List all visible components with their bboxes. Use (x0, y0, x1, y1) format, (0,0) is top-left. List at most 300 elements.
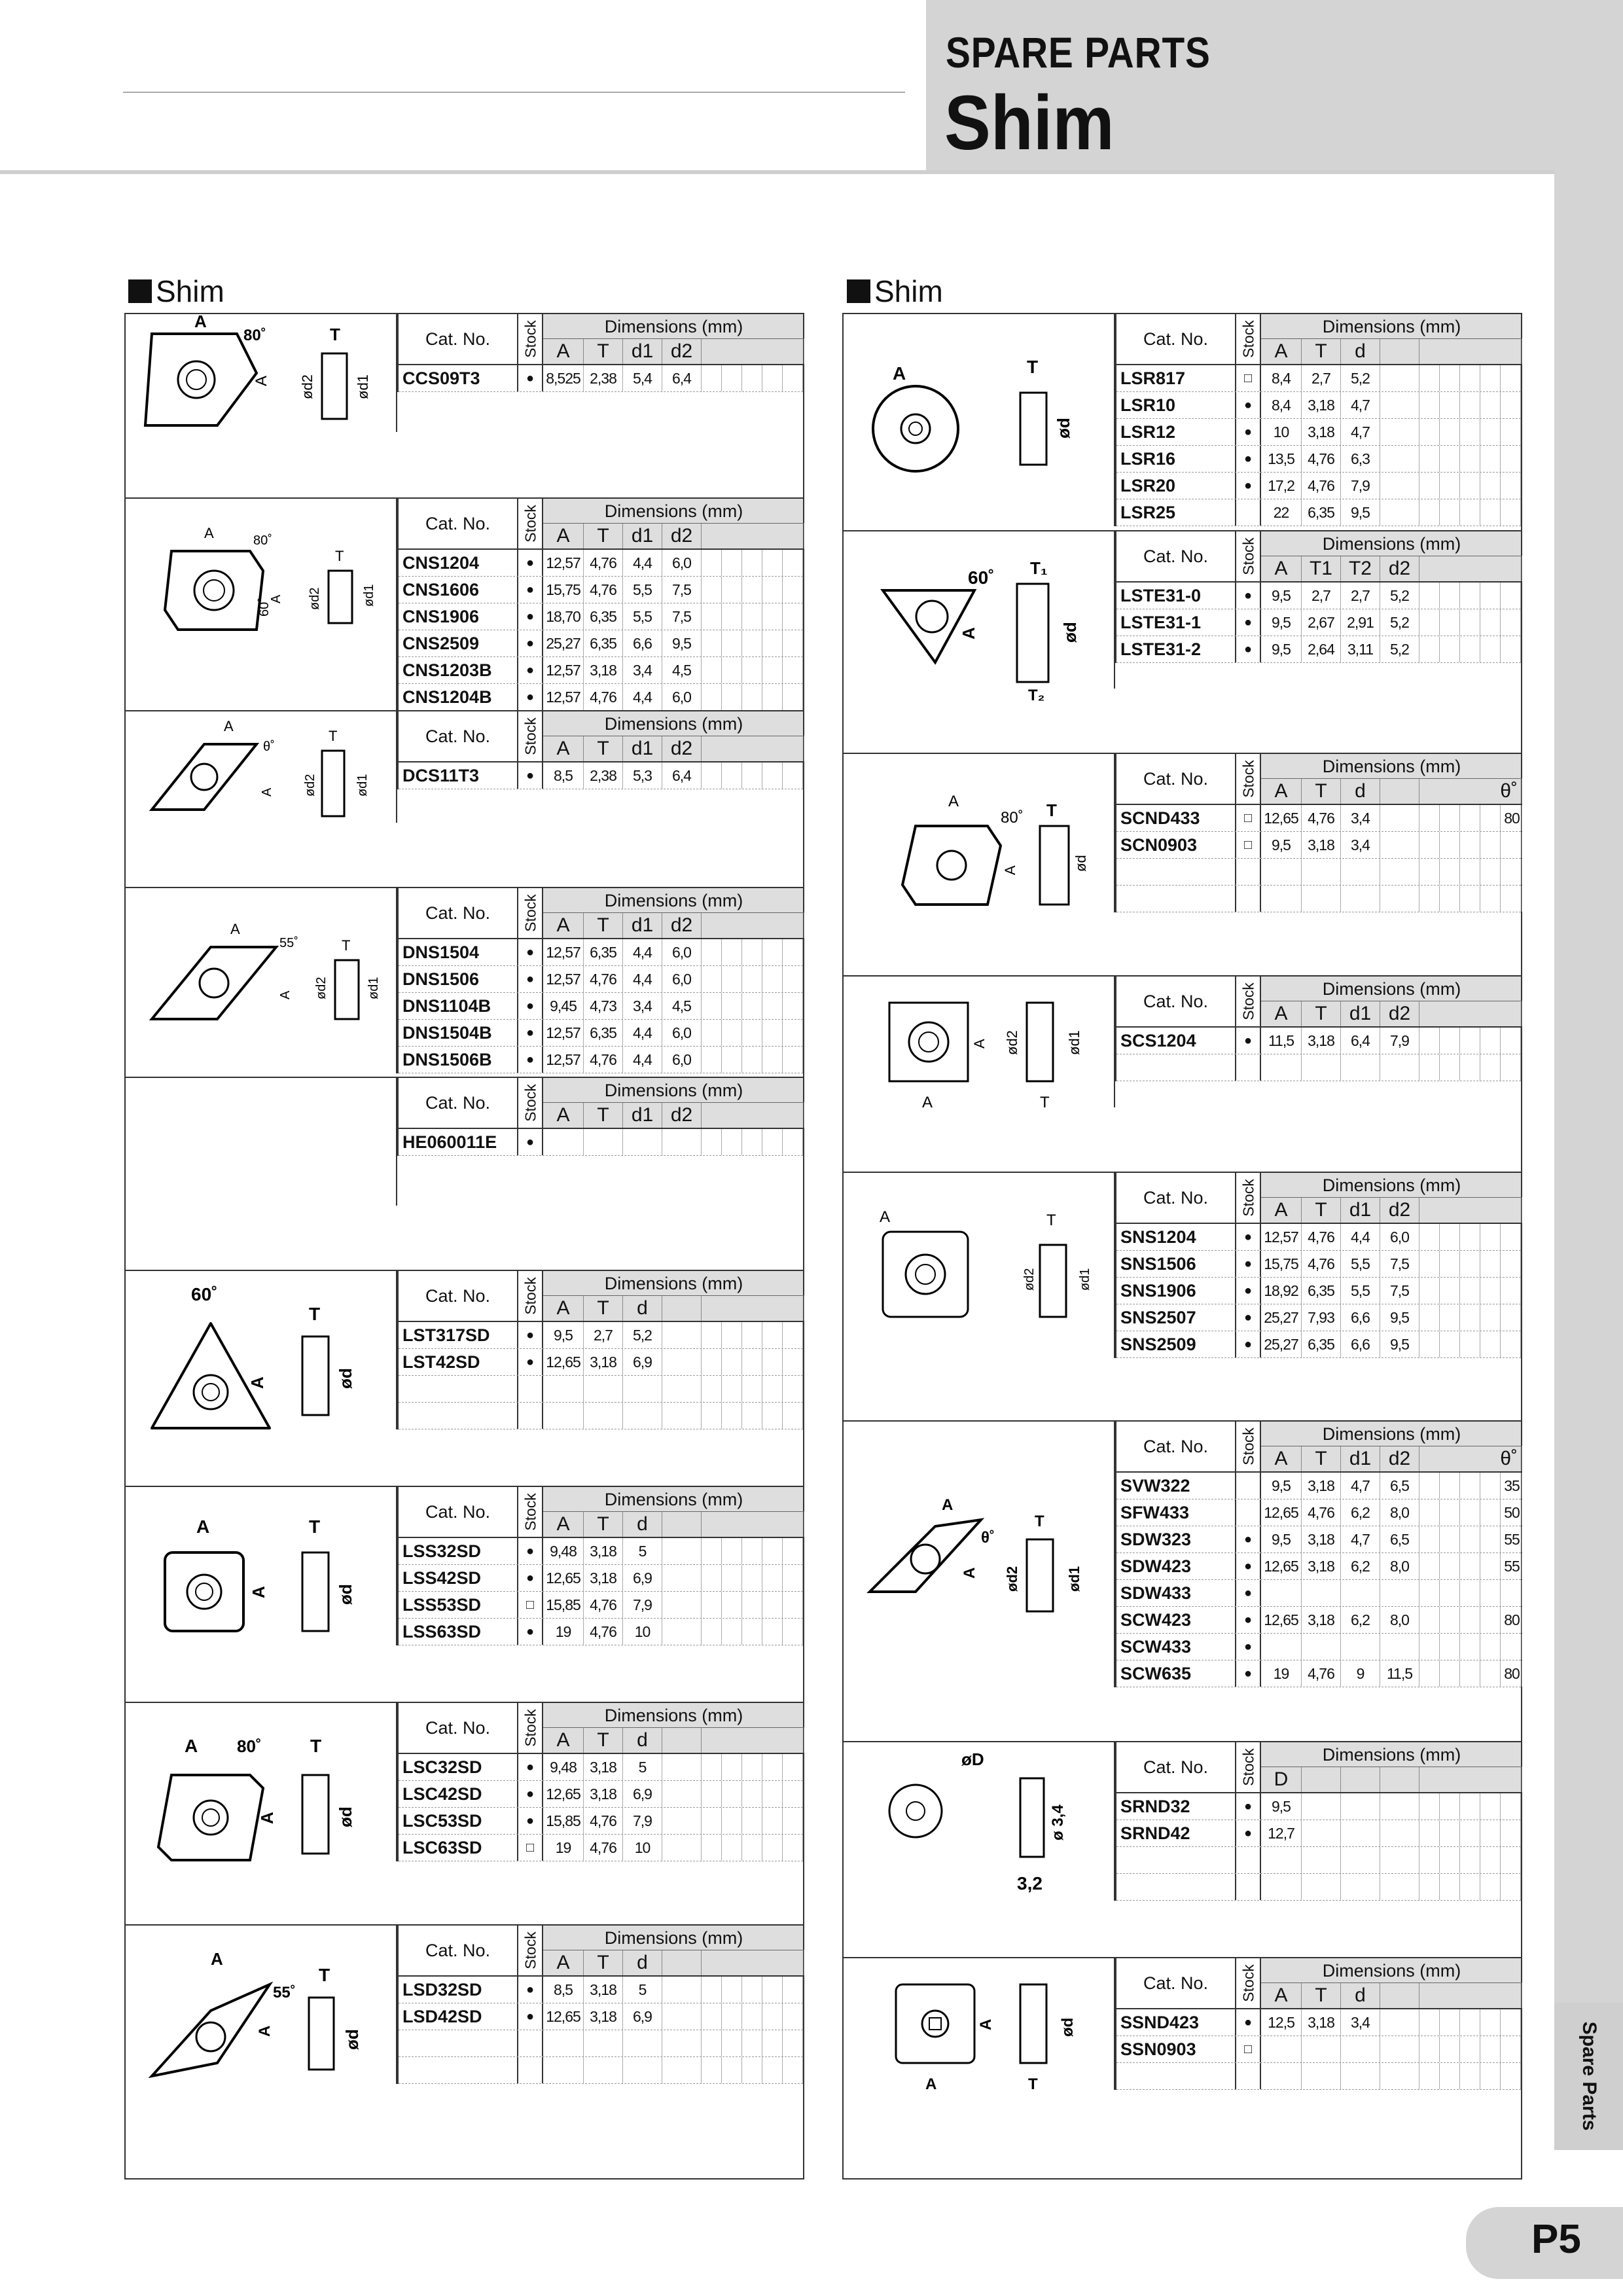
value-cell (1501, 473, 1521, 499)
value-cell (722, 603, 742, 630)
value-cell (1460, 1553, 1480, 1579)
value-cell (1460, 1054, 1480, 1081)
value-cell (1440, 2009, 1460, 2036)
value-cell: 6,0 (662, 1020, 702, 1046)
value-cell: 4,76 (1302, 805, 1341, 831)
table-row (399, 1977, 803, 2003)
value-cell: 12,57 (543, 1020, 584, 1046)
table-row (1116, 1224, 1521, 1251)
value-cell: 9,5 (1261, 832, 1302, 858)
shim-drawing-ssnd (844, 1958, 1112, 2155)
value-cell: 12,65 (1261, 1499, 1302, 1526)
value-cell: 4,4 (623, 684, 662, 710)
value-cell (1419, 1874, 1440, 1900)
header (926, 0, 1623, 170)
value-cell: 4,76 (1302, 446, 1341, 472)
header-divider (0, 170, 1554, 174)
value-cell: 12,65 (543, 1565, 584, 1591)
value-cell (662, 2003, 702, 2030)
value-cell (783, 550, 803, 576)
value-cell (702, 2057, 722, 2083)
value-cell: 5,4 (623, 365, 662, 391)
stock-cell (1236, 886, 1261, 912)
shim-drawing-lsr (844, 314, 1112, 511)
dim-col-1: T (1302, 1983, 1341, 2008)
value-cell (742, 1403, 762, 1429)
value-cell: 2,91 (1341, 609, 1380, 636)
value-cell: 5,2 (1380, 609, 1419, 636)
stock-cell: ● (518, 603, 543, 630)
value-cell (1501, 499, 1521, 526)
value-cell (1440, 446, 1460, 472)
dim-col-1: T (584, 913, 623, 938)
value-cell (722, 2030, 742, 2056)
table-row (1116, 832, 1521, 859)
stock-cell: ● (518, 1349, 543, 1375)
value-cell (783, 577, 803, 603)
svg-text:80˚: 80˚ (253, 533, 272, 548)
dim-col-2: d1 (1341, 1446, 1380, 1471)
value-cell (1480, 1473, 1501, 1499)
table-row (399, 939, 803, 966)
value-cell: 6,3 (1341, 446, 1380, 472)
value-cell (1480, 1251, 1501, 1277)
table-row (1116, 1499, 1521, 1526)
value-cell (1480, 1499, 1501, 1526)
value-cell: 6,35 (584, 603, 623, 630)
stock-cell: ● (518, 365, 543, 391)
value-cell: 4,7 (1341, 419, 1380, 445)
value-cell (742, 630, 762, 656)
value-cell: 80 (1502, 1607, 1522, 1633)
table-row (399, 1322, 803, 1349)
shim-block-svw (844, 1420, 1521, 1741)
value-cell: 6,35 (584, 939, 623, 965)
value-cell: 6,2 (1341, 1553, 1380, 1579)
value-cell: 22 (1261, 499, 1302, 526)
stock-cell: ● (518, 1020, 543, 1046)
value-cell (1460, 1580, 1480, 1606)
value-cell (762, 966, 783, 992)
value-cell (722, 684, 742, 710)
value-cell (623, 1129, 662, 1155)
value-cell: 3,18 (584, 657, 623, 683)
cat-no-header: Cat. No. (1116, 1742, 1236, 1792)
value-cell (742, 1349, 762, 1375)
stock-header (1236, 314, 1261, 364)
value-cell: 3,18 (584, 1565, 623, 1591)
value-cell (742, 365, 762, 391)
value-cell (1460, 636, 1480, 662)
value-cell: 3,4 (623, 657, 662, 683)
svg-text:A: A (948, 793, 959, 810)
table-header (1116, 1742, 1521, 1793)
value-cell (1501, 1251, 1521, 1277)
table-row (1116, 805, 1521, 832)
value-cell (742, 1129, 762, 1155)
stock-header (518, 888, 543, 938)
value-cell (1501, 1847, 1521, 1873)
stock-cell: ● (1236, 583, 1261, 609)
value-cell (702, 1047, 722, 1073)
stock-cell (518, 2057, 543, 2083)
value-cell (1302, 1054, 1341, 1081)
table-row (1116, 392, 1521, 419)
stock-cell: ● (518, 1977, 543, 2003)
value-cell: 6,9 (623, 1781, 662, 1807)
value-cell: 5,2 (1380, 636, 1419, 662)
dimensions-header: Dimensions (mm) (1261, 1742, 1522, 1767)
right-column (842, 313, 1522, 2179)
value-cell: 3,18 (584, 1349, 623, 1375)
dim-col-blank (702, 524, 804, 548)
value-cell (543, 2057, 584, 2083)
value-cell (1460, 805, 1480, 831)
table-row (1116, 365, 1521, 392)
value-cell (1480, 1607, 1501, 1633)
value-cell (742, 939, 762, 965)
value-cell (702, 1020, 722, 1046)
value-cell (1502, 832, 1522, 858)
dim-col-1: T (1302, 1001, 1341, 1026)
dim-col-1: T (1302, 1198, 1341, 1223)
value-cell (1440, 1304, 1460, 1331)
value-cell (742, 577, 762, 603)
dim-col-2: T2 (1341, 556, 1380, 581)
stock-cell (1236, 1499, 1261, 1526)
dim-col-0: A (543, 1296, 584, 1321)
value-cell (1460, 859, 1480, 885)
value-cell (1261, 1847, 1302, 1873)
svg-text:A: A (249, 1586, 268, 1598)
shim-figure-ssnd (844, 1958, 1115, 2093)
value-cell (762, 1129, 783, 1155)
cat-no-cell (1116, 2063, 1236, 2089)
value-cell: 7,5 (662, 603, 702, 630)
value-cell: 4,4 (623, 939, 662, 965)
value-cell: 2,7 (1302, 365, 1341, 391)
table-row (1116, 2009, 1521, 2036)
value-cell (1419, 2063, 1440, 2089)
cat-no-cell: SNS1204 (1116, 1224, 1236, 1250)
value-cell: 3,18 (1302, 1607, 1341, 1633)
value-cell: 2,64 (1302, 636, 1341, 662)
cat-no-cell: LSR817 (1116, 365, 1236, 391)
value-cell (1502, 886, 1522, 912)
dim-col-4: θ˚ (1419, 779, 1522, 804)
value-cell (1501, 419, 1521, 445)
stock-cell: ● (1236, 1331, 1261, 1357)
value-cell: 5 (623, 1538, 662, 1564)
value-cell (1302, 1634, 1341, 1660)
value-cell (783, 1619, 803, 1645)
spec-table-he (397, 1078, 803, 1156)
svg-text:θ˚: θ˚ (263, 740, 275, 754)
value-cell (662, 1754, 702, 1780)
table-row (399, 993, 803, 1020)
value-cell (1480, 583, 1501, 609)
value-cell (662, 1403, 702, 1429)
value-cell (1480, 365, 1501, 391)
table-row (1116, 499, 1521, 526)
cat-no-cell: DNS1506B (399, 1047, 518, 1073)
value-cell (783, 684, 803, 710)
value-cell (742, 2030, 762, 2056)
spec-table-cns (397, 499, 803, 711)
value-cell: 6,0 (662, 550, 702, 576)
shim-block-lsr (844, 314, 1521, 530)
table-row (1116, 1054, 1521, 1081)
value-cell (1341, 859, 1380, 885)
stock-header (1236, 1422, 1261, 1471)
value-cell (1419, 1793, 1440, 1820)
value-cell: 55 (1502, 1553, 1522, 1579)
stock-cell: □ (1236, 2036, 1261, 2062)
cat-no-cell: CNS1204 (399, 550, 518, 576)
value-cell (662, 1977, 702, 2003)
value-cell (722, 1977, 742, 2003)
table-row (1116, 446, 1521, 473)
value-cell (662, 1592, 702, 1618)
value-cell (1419, 1820, 1440, 1846)
stock-header (1236, 977, 1261, 1026)
cat-no-cell: LSS42SD (399, 1565, 518, 1591)
value-cell: 6,4 (662, 762, 702, 789)
svg-text:ød2: ød2 (299, 374, 315, 399)
value-cell (742, 2057, 762, 2083)
dimensions-header: Dimensions (mm) (543, 314, 804, 339)
stock-cell: ● (1236, 636, 1261, 662)
value-cell (1440, 832, 1460, 858)
shim-drawing-lste (844, 531, 1112, 728)
value-cell (1440, 1331, 1460, 1357)
value-cell: 6,35 (1302, 499, 1341, 526)
value-cell (1460, 832, 1480, 858)
value-cell: 6,4 (1341, 1028, 1380, 1054)
stock-cell: ● (1236, 1820, 1261, 1846)
table-row (399, 657, 803, 684)
stock-cell: ● (1236, 1224, 1261, 1250)
dim-col-2: d1 (623, 913, 662, 938)
value-cell (722, 1129, 742, 1155)
stock-cell: ● (1236, 2009, 1261, 2036)
value-cell (783, 1020, 803, 1046)
svg-text:ød: ød (1073, 855, 1089, 872)
stock-cell: ● (1236, 1634, 1261, 1660)
dim-col-blank (702, 1296, 804, 1321)
value-cell (762, 1592, 783, 1618)
value-cell (783, 1781, 803, 1807)
value-cell: 4,76 (584, 1808, 623, 1834)
value-cell (783, 1538, 803, 1564)
value-cell (1302, 859, 1341, 885)
value-cell (1501, 2009, 1521, 2036)
svg-text:T: T (330, 325, 340, 344)
side-tab[interactable] (1554, 2003, 1623, 2150)
value-cell: 6,2 (1341, 1607, 1380, 1633)
value-cell: 12,65 (543, 2003, 584, 2030)
value-cell (1341, 1793, 1380, 1820)
value-cell: 4,4 (623, 966, 662, 992)
value-cell: 4,4 (623, 1047, 662, 1073)
value-cell (1440, 365, 1460, 391)
value-cell (1419, 1278, 1440, 1304)
cat-no-cell: SNS1506 (1116, 1251, 1236, 1277)
value-cell: 9,5 (1341, 499, 1380, 526)
shim-block-he (126, 1077, 803, 1270)
value-cell (783, 657, 803, 683)
table-row (1116, 886, 1521, 912)
value-cell: 12,57 (543, 939, 584, 965)
stock-header-label: Stock (1240, 320, 1257, 358)
table-row (399, 1565, 803, 1592)
table-row (1116, 1331, 1521, 1358)
table-header (399, 499, 803, 550)
shim-figure-scnd (844, 754, 1115, 912)
shim-figure-dns (126, 888, 397, 1073)
value-cell (742, 1592, 762, 1618)
dim-col-0: A (543, 524, 584, 548)
cat-no-cell: CNS1906 (399, 603, 518, 630)
svg-text:T: T (1046, 1211, 1056, 1229)
cat-no-cell (1116, 1847, 1236, 1873)
stock-cell: ● (518, 684, 543, 710)
cat-no-cell: LSS53SD (399, 1592, 518, 1618)
dim-col-2: d (623, 1728, 662, 1753)
value-cell (1380, 1847, 1419, 1873)
cat-no-cell: LSC32SD (399, 1754, 518, 1780)
value-cell (762, 2003, 783, 2030)
value-cell: 6,35 (1302, 1331, 1341, 1357)
table-row (399, 2003, 803, 2030)
value-cell (1480, 886, 1501, 912)
value-cell (702, 1835, 722, 1861)
stock-cell: ● (518, 1619, 543, 1645)
value-cell (783, 1808, 803, 1834)
table-row (399, 577, 803, 603)
value-cell (1460, 473, 1480, 499)
value-cell: 11,5 (1380, 1660, 1419, 1687)
value-cell: 9,5 (1261, 609, 1302, 636)
value-cell (1501, 1793, 1521, 1820)
dim-col-3: d2 (1380, 1198, 1419, 1223)
stock-cell: ● (518, 1129, 543, 1155)
value-cell (1380, 446, 1419, 472)
value-cell (722, 1322, 742, 1348)
value-cell: 5,2 (1380, 583, 1419, 609)
value-cell: 50 (1502, 1499, 1522, 1526)
value-cell (1261, 1874, 1302, 1900)
dim-col-blank (1419, 1983, 1522, 2008)
value-cell: 8,0 (1380, 1607, 1419, 1633)
value-cell (1261, 1054, 1302, 1081)
value-cell (783, 1565, 803, 1591)
cat-no-cell: LSD32SD (399, 1977, 518, 2003)
value-cell: 6,6 (623, 630, 662, 656)
stock-cell: ● (1236, 1793, 1261, 1820)
cat-no-cell: SDW323 (1116, 1526, 1236, 1552)
cat-no-cell: SVW322 (1116, 1473, 1236, 1499)
dimensions-header: Dimensions (mm) (543, 1487, 804, 1512)
value-cell (1501, 1028, 1521, 1054)
stock-cell: ● (1236, 419, 1261, 445)
value-cell: 10 (623, 1835, 662, 1861)
value-cell: 9,48 (543, 1754, 584, 1780)
value-cell (762, 1977, 783, 2003)
value-cell (722, 1047, 742, 1073)
svg-text:A: A (260, 787, 274, 797)
cat-no-cell: DNS1504 (399, 939, 518, 965)
value-cell (762, 1835, 783, 1861)
value-cell: 8,0 (1380, 1553, 1419, 1579)
stock-cell: ● (518, 1754, 543, 1780)
value-cell: 5,5 (623, 577, 662, 603)
dim-col-3: d2 (662, 524, 702, 548)
value-cell (762, 1565, 783, 1591)
value-cell (662, 1808, 702, 1834)
dimensions-header: Dimensions (mm) (1261, 531, 1522, 556)
table-row (1116, 1607, 1521, 1634)
dim-col-3: d2 (662, 913, 702, 938)
value-cell (742, 1977, 762, 2003)
value-cell (1440, 1224, 1460, 1250)
value-cell (1419, 1331, 1440, 1357)
cat-no-cell: CNS1204B (399, 684, 518, 710)
svg-text:A: A (1002, 865, 1018, 875)
value-cell (783, 1403, 803, 1429)
value-cell: 12,57 (1261, 1224, 1302, 1250)
stock-cell: ● (1236, 1278, 1261, 1304)
value-cell (1460, 1607, 1480, 1633)
svg-text:A: A (977, 2018, 995, 2030)
value-cell: 5,5 (1341, 1251, 1380, 1277)
value-cell (762, 2057, 783, 2083)
table-header (1116, 1422, 1521, 1473)
value-cell (1261, 1634, 1302, 1660)
value-cell (1380, 1634, 1419, 1660)
value-cell (1440, 886, 1460, 912)
spec-table-lsc (397, 1703, 803, 1861)
page-number: P5 (1531, 2217, 1581, 2262)
value-cell (1501, 1224, 1521, 1250)
value-cell: 9,5 (1380, 1331, 1419, 1357)
value-cell: 6,0 (662, 684, 702, 710)
value-cell (1380, 2036, 1419, 2062)
shim-drawing-lss (126, 1487, 394, 1683)
dim-col-3 (1380, 1983, 1419, 2008)
value-cell (1419, 1847, 1440, 1873)
value-cell: 6,9 (623, 2003, 662, 2030)
value-cell: 4,4 (1341, 1224, 1380, 1250)
cat-no-cell (399, 1403, 518, 1429)
shim-block-dcs (126, 710, 803, 887)
value-cell (1480, 2009, 1501, 2036)
value-cell (1480, 1304, 1501, 1331)
stock-header-label: Stock (1240, 1748, 1257, 1786)
cat-no-cell: LSD42SD (399, 2003, 518, 2030)
dimensions-header: Dimensions (mm) (543, 711, 804, 736)
value-cell (1302, 886, 1341, 912)
value-cell (762, 1781, 783, 1807)
value-cell (1501, 365, 1521, 391)
value-cell (1460, 1526, 1480, 1552)
table-row (1116, 583, 1521, 609)
value-cell: 8,525 (543, 365, 584, 391)
dim-col-1: T (584, 1512, 623, 1537)
cat-no-cell: SCS1204 (1116, 1028, 1236, 1054)
dim-col-0: A (1261, 779, 1302, 804)
dim-col-0: A (543, 1512, 584, 1537)
